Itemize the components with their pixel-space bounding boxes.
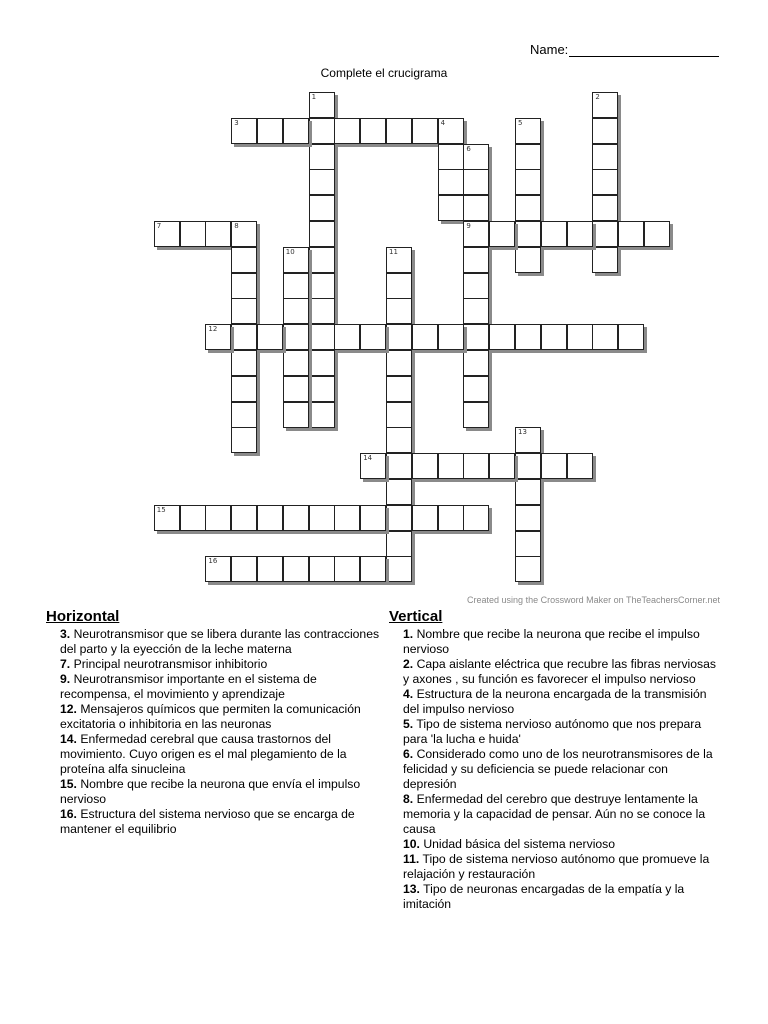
crossword-cell[interactable]: [463, 273, 489, 299]
crossword-cell[interactable]: [386, 505, 412, 531]
clue-across: 14. Enfermedad cerebral que causa trastornos del movimiento. Cuyo origen es el mal plegamiento de la proteína alfa sinucleina: [60, 732, 347, 776]
crossword-cell[interactable]: [386, 273, 412, 299]
crossword-cell[interactable]: [644, 221, 670, 247]
crossword-cell[interactable]: [386, 479, 412, 505]
crossword-cell[interactable]: [309, 376, 335, 402]
clue-down: 5. Tipo de sistema nervioso autónomo que nos prepara para 'la lucha e huida': [403, 717, 702, 746]
crossword-cell[interactable]: [618, 221, 644, 247]
crossword-cell[interactable]: [309, 505, 335, 531]
clue-down: 11. Tipo de sistema nervioso autónomo que promueve la relajación y restauración: [403, 852, 710, 881]
crossword-cell[interactable]: [231, 298, 257, 324]
crossword-cell[interactable]: [386, 247, 412, 273]
crossword-cell[interactable]: [592, 118, 618, 144]
crossword-cell[interactable]: [463, 298, 489, 324]
crossword-cell[interactable]: [309, 221, 335, 247]
clue-number: 10: [285, 247, 295, 256]
crossword-cell[interactable]: [412, 505, 438, 531]
crossword-cell[interactable]: [283, 247, 309, 273]
crossword-cell[interactable]: [592, 144, 618, 170]
crossword-cell[interactable]: [231, 247, 257, 273]
crossword-cell[interactable]: [592, 247, 618, 273]
clue-across: 7. Principal neurotransmisor inhibitorio: [60, 657, 268, 671]
horizontal-clues: [46, 608, 382, 837]
crossword-cell[interactable]: [386, 118, 412, 144]
crossword-cell[interactable]: [360, 505, 386, 531]
crossword-cell[interactable]: [438, 453, 464, 479]
crossword-cell[interactable]: [592, 92, 618, 118]
clue-down: 1. Nombre que recibe la neurona que recibe el impulso nervioso: [403, 627, 700, 656]
crossword-cell[interactable]: [231, 376, 257, 402]
crossword-cell[interactable]: [463, 221, 489, 247]
crossword-cell[interactable]: [309, 118, 335, 144]
clue-number: 13: [518, 428, 527, 437]
crossword-cell[interactable]: [438, 505, 464, 531]
crossword-cell[interactable]: [283, 505, 309, 531]
crossword-cell[interactable]: [231, 118, 257, 144]
crossword-cell[interactable]: [463, 247, 489, 273]
crossword-cell[interactable]: [334, 118, 360, 144]
crossword-cell[interactable]: [180, 505, 206, 531]
crossword-cell[interactable]: [334, 324, 360, 350]
crossword-cell[interactable]: [257, 324, 283, 350]
crossword-cell[interactable]: [592, 195, 618, 221]
clue-number: 11: [389, 247, 398, 256]
crossword-cell[interactable]: [257, 556, 283, 582]
clue-across: 12. Mensajeros químicos que permiten la comunicación excitatoria o inhibitoria en las neuronas: [60, 702, 361, 731]
crossword-cell[interactable]: [334, 505, 360, 531]
crossword-cell[interactable]: [567, 221, 593, 247]
crossword-cell[interactable]: [205, 556, 231, 582]
horizontal-heading: Horizontal: [46, 608, 120, 625]
crossword-cell[interactable]: [309, 324, 335, 350]
clue-down: 8. Enfermedad del cerebro que destruye lentamente la memoria y la capacidad de pensar. Aún no se conoce la causa: [403, 792, 706, 836]
crossword-cell[interactable]: [309, 298, 335, 324]
crossword-cell[interactable]: [309, 247, 335, 273]
clue-down: 4. Estructura de la neurona encargada de la transmisión del impulso nervioso: [403, 687, 707, 716]
crossword-cell[interactable]: [309, 169, 335, 195]
crossword-cell[interactable]: [231, 427, 257, 453]
crossword-cell[interactable]: [489, 324, 515, 350]
crossword-cell[interactable]: [515, 118, 541, 144]
crossword-cell[interactable]: [386, 376, 412, 402]
crossword-cell[interactable]: [205, 221, 231, 247]
clue-number: 14: [363, 454, 373, 463]
crossword-cell[interactable]: [463, 453, 489, 479]
crossword-cell[interactable]: [515, 144, 541, 170]
crossword-cell[interactable]: [360, 118, 386, 144]
crossword-cell[interactable]: [618, 324, 644, 350]
crossword-cell[interactable]: [309, 195, 335, 221]
crossword-cell[interactable]: [154, 505, 180, 531]
crossword-cell[interactable]: [386, 453, 412, 479]
crossword-cell[interactable]: [541, 324, 567, 350]
crossword-cell[interactable]: [541, 453, 567, 479]
crossword-cell[interactable]: [386, 531, 412, 557]
crossword-cell[interactable]: [438, 324, 464, 350]
clue-number: 15: [156, 505, 166, 514]
clue-number: 1: [311, 93, 317, 101]
crossword-cell[interactable]: [154, 221, 180, 247]
crossword-cell[interactable]: [515, 324, 541, 350]
crossword-cell[interactable]: [438, 195, 464, 221]
clue-number: 12: [208, 325, 218, 334]
crossword-cell[interactable]: [463, 505, 489, 531]
clue-across: 16. Estructura del sistema nervioso que se encarga de mantener el equilibrio: [60, 807, 355, 836]
crossword-cell[interactable]: [438, 118, 464, 144]
page-title: Complete el crucigrama: [320, 66, 448, 80]
clue-number: 5: [518, 118, 523, 127]
clue-down: 2. Capa aislante eléctrica que recubre las fibras nerviosas y axones , su función es favorecer el impulso nervioso: [403, 657, 716, 686]
crossword-cell[interactable]: [309, 144, 335, 170]
clue-number: 16: [208, 557, 218, 566]
crossword-cell[interactable]: [283, 298, 309, 324]
crossword-cell[interactable]: [567, 324, 593, 350]
crossword-cell[interactable]: [386, 402, 412, 428]
crossword-cell[interactable]: [231, 273, 257, 299]
crossword-cell[interactable]: [515, 195, 541, 221]
clue-down: 10. Unidad básica del sistema nervioso: [403, 837, 616, 851]
clue-number: 7: [156, 222, 162, 230]
clue-across: 9. Neurotransmisor importante en el sistema de recompensa, el movimiento y aprendizaje: [60, 672, 317, 701]
crossword-cell[interactable]: [309, 556, 335, 582]
crossword-cell[interactable]: [592, 324, 618, 350]
crossword-cell[interactable]: [205, 324, 231, 350]
crossword-cell[interactable]: [515, 531, 541, 557]
crossword-cell[interactable]: [283, 118, 309, 144]
crossword-cell[interactable]: [386, 427, 412, 453]
crossword-cell[interactable]: [309, 92, 335, 118]
clue-across: 15. Nombre que recibe la neurona que envía el impulso nervioso: [60, 777, 361, 806]
crossword-cell[interactable]: [231, 556, 257, 582]
crossword-cell[interactable]: [515, 556, 541, 582]
crossword-cell[interactable]: [360, 453, 386, 479]
crossword-cell[interactable]: [412, 324, 438, 350]
crossword-cell[interactable]: [515, 453, 541, 479]
crossword-cell[interactable]: [386, 324, 412, 350]
crossword-cell[interactable]: [463, 402, 489, 428]
crossword-cell[interactable]: [205, 505, 231, 531]
crossword-cell[interactable]: [309, 402, 335, 428]
crossword-cell[interactable]: [438, 169, 464, 195]
crossword-cell[interactable]: [283, 376, 309, 402]
credit-text: Created using the Crossword Maker on TheTeachersCorner.net: [467, 595, 720, 605]
crossword-cell[interactable]: [489, 221, 515, 247]
crossword-cell[interactable]: [463, 144, 489, 170]
crossword-cell[interactable]: [309, 350, 335, 376]
crossword-cell[interactable]: [592, 221, 618, 247]
crossword-cell[interactable]: [386, 298, 412, 324]
crossword-cell[interactable]: [489, 453, 515, 479]
crossword-cell[interactable]: [592, 169, 618, 195]
crossword-cell[interactable]: [541, 221, 567, 247]
crossword-cell[interactable]: [283, 324, 309, 350]
clue-number: 8: [234, 222, 239, 230]
crossword-cell[interactable]: [334, 556, 360, 582]
clue-number: 6: [466, 144, 471, 153]
crossword-cell[interactable]: [231, 505, 257, 531]
crossword-cell[interactable]: [515, 505, 541, 531]
crossword-cell[interactable]: [463, 195, 489, 221]
crossword-cell[interactable]: [515, 169, 541, 195]
crossword-cell[interactable]: [412, 453, 438, 479]
crossword-cell[interactable]: [515, 479, 541, 505]
crossword-cell[interactable]: [180, 221, 206, 247]
crossword-cell[interactable]: [515, 221, 541, 247]
crossword-cell[interactable]: [257, 505, 283, 531]
vertical-heading: Vertical: [389, 608, 443, 625]
crossword-cell[interactable]: [463, 350, 489, 376]
crossword-cell[interactable]: [515, 247, 541, 273]
clue-number: 3: [234, 118, 239, 127]
crossword-cell[interactable]: [386, 556, 412, 582]
clue-number: 9: [466, 222, 471, 230]
crossword-cell[interactable]: [283, 402, 309, 428]
crossword-cell[interactable]: [438, 144, 464, 170]
crossword-cell[interactable]: [231, 402, 257, 428]
clue-across: 3. Neurotransmisor que se libera durante las contracciones del parto y la eyección de la leche materna: [60, 627, 380, 656]
crossword-cell[interactable]: [463, 376, 489, 402]
clue-down: 13. Tipo de neuronas encargadas de la empatía y la imitación: [403, 882, 685, 911]
crossword-cell[interactable]: [386, 350, 412, 376]
crossword-cell[interactable]: [283, 556, 309, 582]
crossword-cell[interactable]: [283, 273, 309, 299]
crossword-cell[interactable]: [463, 324, 489, 350]
crossword-cell[interactable]: [309, 273, 335, 299]
crossword-cell[interactable]: [567, 453, 593, 479]
crossword-cell[interactable]: [231, 221, 257, 247]
clue-number: 2: [595, 93, 600, 101]
crossword-cell[interactable]: [231, 350, 257, 376]
crossword-cell[interactable]: [283, 350, 309, 376]
crossword-cell[interactable]: [412, 118, 438, 144]
vertical-clues: [389, 608, 719, 912]
clue-down: 6. Considerado como uno de los neurotransmisores de la felicidad y su deficiencia se puede relacionar con depresión: [403, 747, 713, 791]
crossword-cell[interactable]: [463, 169, 489, 195]
name-label: Name:: [530, 42, 569, 57]
crossword-cell[interactable]: [257, 118, 283, 144]
crossword-cell[interactable]: [360, 324, 386, 350]
crossword-cell[interactable]: [231, 324, 257, 350]
crossword-cell[interactable]: [360, 556, 386, 582]
clue-number: 4: [440, 118, 446, 127]
crossword-cell[interactable]: [515, 427, 541, 453]
